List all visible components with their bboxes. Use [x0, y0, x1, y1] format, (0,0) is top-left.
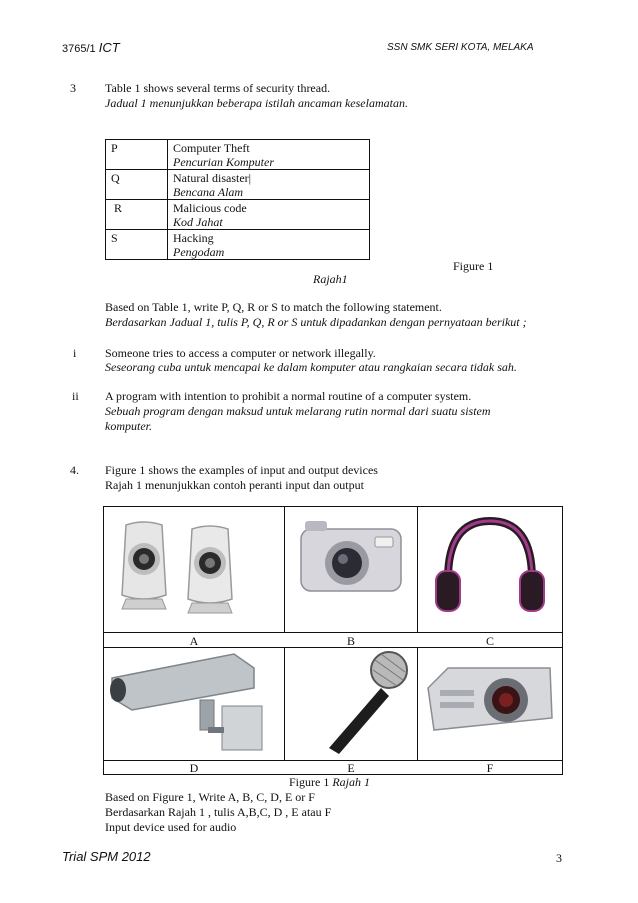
device-cell — [285, 507, 418, 633]
cctv-camera-icon — [104, 648, 284, 760]
item-text-en: A program with intention to prohibit a normal routine of a computer system. — [105, 389, 472, 403]
term-ms: Pengodam — [173, 245, 225, 259]
microphone-icon — [285, 648, 417, 760]
term-cell — [168, 170, 370, 200]
term-en: Malicious code — [173, 201, 247, 215]
q3-intro-en: Table 1 shows several terms of security thread. — [105, 81, 331, 95]
q3-instruction-ms: Berdasarkan Jadual 1, tulis P, Q, R or S untuk dipadankan dengan pernyataan berikut ; — [105, 315, 527, 329]
grid-divider — [104, 632, 562, 633]
speaker-right — [188, 526, 232, 613]
term-cell — [168, 140, 370, 170]
device-label: F — [486, 761, 494, 775]
q4-intro-ms: Rajah 1 menunjukkan contoh peranti input dan output — [105, 478, 364, 492]
table-row — [106, 200, 370, 230]
school-name: SSN SMK SERI KOTA, MELAKA — [387, 42, 534, 53]
item-text-ms-cont: komputer. — [105, 419, 152, 433]
device-label: A — [189, 634, 199, 648]
stray-figure-label: Figure 1 — [453, 259, 494, 273]
device-figure — [103, 506, 563, 775]
q3-intro-ms: Jadual 1 menunjukkan beberapa istilah ancaman keselamatan. — [105, 96, 408, 110]
device-cell — [418, 507, 562, 633]
headphones-icon — [418, 507, 562, 632]
camera-icon — [285, 507, 417, 632]
term-ms: Bencana Alam — [173, 185, 244, 199]
term-en: Natural disaster| — [173, 171, 252, 185]
speaker-left — [122, 522, 166, 609]
term-code: S — [106, 230, 168, 260]
item-number: ii — [72, 389, 79, 403]
term-ms: Pencurian Komputer — [173, 155, 274, 169]
speakers-icon — [104, 507, 284, 632]
item-number: i — [73, 346, 77, 360]
term-cell — [168, 230, 370, 260]
q4-number: 4. — [70, 463, 79, 477]
q4-instruction-en: Based on Figure 1, Write A, B, C, D, E or F — [105, 790, 315, 804]
threat-terms-table — [105, 139, 370, 260]
device-label: D — [189, 761, 199, 775]
item-text-ms: Sebuah program dengan maksud untuk melarang rutin normal dari suatu sistem — [105, 404, 491, 418]
device-cell — [285, 648, 418, 761]
item-text-ms: Seseorang cuba untuk mencapai ke dalam komputer atau rangkaian secara tidak sah. — [105, 360, 517, 374]
term-cell — [168, 200, 370, 230]
device-cell — [418, 648, 562, 761]
table-row — [106, 230, 370, 260]
footer-title: Trial SPM 2012 — [62, 849, 151, 864]
device-label: B — [346, 634, 355, 648]
figure-caption — [289, 775, 370, 790]
device-cell — [104, 648, 285, 761]
device-label: C — [485, 634, 494, 648]
term-code: R — [106, 200, 168, 230]
table-caption: Rajah1 — [313, 272, 348, 286]
projector-icon — [418, 648, 562, 760]
q3-instruction-en: Based on Table 1, write P, Q, R or S to match the following statement. — [105, 300, 442, 314]
q4-subquestion: Input device used for audio — [105, 820, 237, 834]
term-code: P — [106, 140, 168, 170]
subject: ICT — [98, 40, 120, 55]
term-en: Hacking — [173, 231, 214, 245]
term-en: Computer Theft — [173, 141, 250, 155]
exam-code: 3765/1 — [62, 43, 96, 55]
device-cell — [104, 507, 285, 633]
header-code — [62, 40, 120, 55]
term-ms: Kod Jahat — [173, 215, 223, 229]
q3-number: 3 — [70, 81, 76, 95]
device-label: E — [347, 761, 355, 775]
caption-en: Figure 1 — [289, 775, 330, 789]
q4-intro-en: Figure 1 shows the examples of input and output devices — [105, 463, 378, 477]
page-number: 3 — [556, 851, 562, 865]
caption-ms: Rajah 1 — [332, 775, 371, 789]
table-row — [106, 170, 370, 200]
item-text-en: Someone tries to access a computer or network illegally. — [105, 346, 376, 360]
q4-instruction-ms: Berdasarkan Rajah 1 , tulis A,B,C, D , E atau F — [105, 805, 332, 819]
term-code: Q — [106, 170, 168, 200]
table-row — [106, 140, 370, 170]
